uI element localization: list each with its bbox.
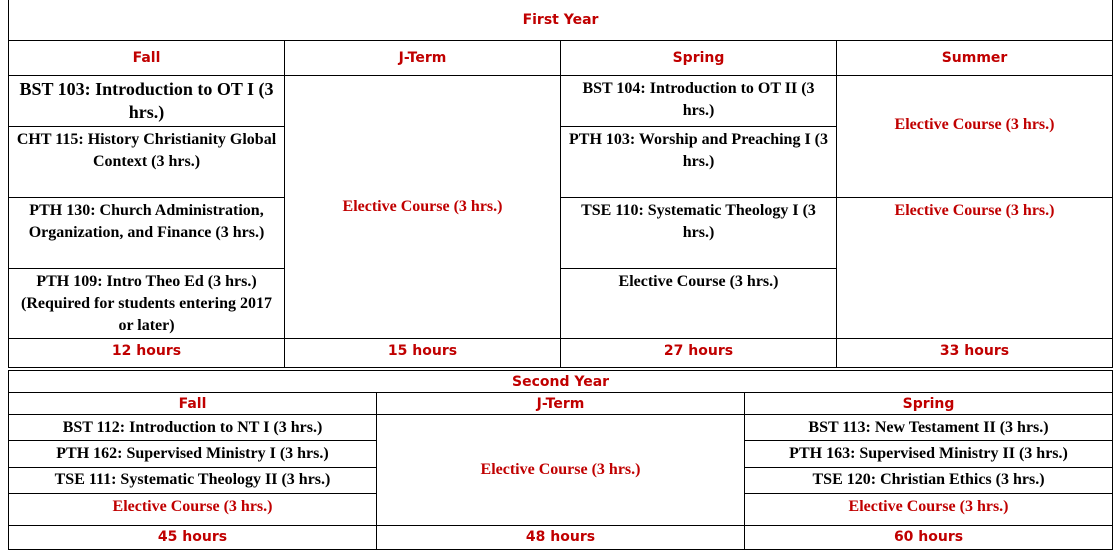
fall2-course-2: PTH 162: Supervised Ministry I (3 hrs.)	[9, 441, 377, 467]
hours2-fall: 45 hours	[9, 525, 377, 549]
spring-course-3: TSE 110: Systematic Theology I (3 hrs.)	[561, 197, 837, 268]
spring2-elective: Elective Course (3 hrs.)	[745, 493, 1113, 525]
first-year-table	[8, 0, 1113, 368]
jterm2-elective: Elective Course (3 hrs.)	[377, 415, 745, 526]
spring2-course-1: BST 113: New Testament II (3 hrs.)	[745, 415, 1113, 441]
second-year-table	[8, 370, 1113, 550]
term2-fall: Fall	[9, 393, 377, 415]
first-year-title: First Year	[9, 0, 1113, 41]
term-jterm: J-Term	[285, 41, 561, 76]
summer-elective-1: Elective Course (3 hrs.)	[837, 75, 1113, 197]
spring2-course-3: TSE 120: Christian Ethics (3 hrs.)	[745, 467, 1113, 493]
jterm-elective: Elective Course (3 hrs.)	[285, 75, 561, 339]
fall2-elective: Elective Course (3 hrs.)	[9, 493, 377, 525]
spring-course-1: BST 104: Introduction to OT II (3 hrs.)	[561, 75, 837, 126]
fall2-course-3: TSE 111: Systematic Theology II (3 hrs.)	[9, 467, 377, 493]
term2-spring: Spring	[745, 393, 1113, 415]
hours-spring: 27 hours	[561, 339, 837, 368]
fall-course-2: CHT 115: History Christianity Global Context (3 hrs.)	[9, 126, 285, 197]
summer-elective-2: Elective Course (3 hrs.)	[837, 197, 1113, 338]
second-year-title: Second Year	[9, 371, 1113, 393]
hours-jterm: 15 hours	[285, 339, 561, 368]
spring2-course-2: PTH 163: Supervised Ministry II (3 hrs.)	[745, 441, 1113, 467]
curriculum-plan	[8, 0, 1112, 550]
hours2-spring: 60 hours	[745, 525, 1113, 549]
hours-fall: 12 hours	[9, 339, 285, 368]
spring-course-2: PTH 103: Worship and Preaching I (3 hrs.)	[561, 126, 837, 197]
fall-course-4: PTH 109: Intro Theo Ed (3 hrs.) (Required for students entering 2017 or later)	[9, 269, 285, 339]
spring-course-4: Elective Course (3 hrs.)	[561, 269, 837, 339]
fall-course-1: BST 103: Introduction to OT I (3 hrs.)	[9, 75, 285, 126]
term-fall: Fall	[9, 41, 285, 76]
term2-jterm: J-Term	[377, 393, 745, 415]
hours-summer: 33 hours	[837, 339, 1113, 368]
fall2-course-1: BST 112: Introduction to NT I (3 hrs.)	[9, 415, 377, 441]
term-summer: Summer	[837, 41, 1113, 76]
hours2-jterm: 48 hours	[377, 525, 745, 549]
fall-course-3: PTH 130: Church Administration, Organization, and Finance (3 hrs.)	[9, 197, 285, 268]
term-spring: Spring	[561, 41, 837, 76]
